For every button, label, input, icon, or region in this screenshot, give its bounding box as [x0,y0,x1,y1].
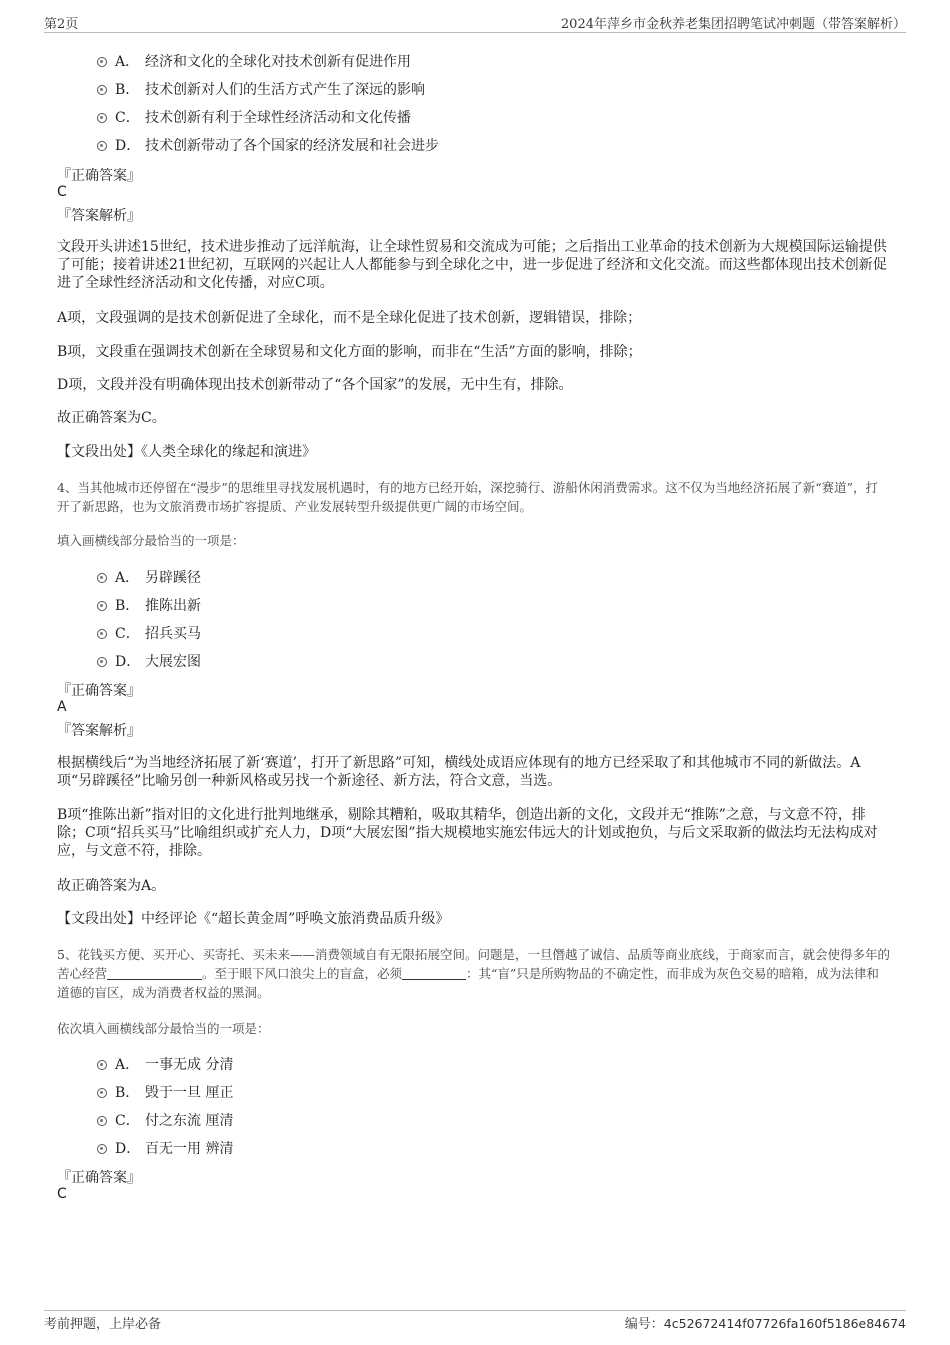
q5-option-c[interactable]: C． 付之东流 厘清 [97,1110,233,1130]
q3-analysis-a: A项，文段强调的是技术创新促进了全球化，而不是全球化促进了技术创新，逻辑错误，排除； [57,310,642,326]
q4-option-c[interactable]: C． 招兵买马 [97,623,201,643]
q5-prompt: 依次填入画横线部分最恰当的一项是： [57,1021,270,1036]
q5-blank-2[interactable] [402,967,466,980]
q3-analysis-b: B项，文段重在强调技术创新在全球贸易和文化方面的影响，而非在“生活”方面的影响，排除； [57,344,642,360]
q3-answer-tag: 『正确答案』 [57,168,141,184]
radio-icon[interactable] [97,657,107,667]
q5-blank-1[interactable] [107,967,202,980]
q4-prompt: 填入画横线部分最恰当的一项是： [57,533,245,548]
q4-option-b[interactable]: B． 推陈出新 [97,595,201,615]
radio-icon[interactable] [97,1060,107,1070]
q5-option-a[interactable]: A． 一事无成 分清 [97,1054,233,1074]
radio-icon[interactable] [97,57,107,67]
q4-analysis-bcd: B项“推陈出新”指对旧的文化进行批判地继承，剔除其糟粕，吸取其精华，创造出新的文化，文段并无“推陈”之意，与文意不符，排除；C项“招兵买马”比喻组织或扩充人力，D项“大展宏图”指大规模地实施宏伟远大的计划或抱负，与后文采取新的做法均无法构成对应，与文意不符，排除。 [57,807,878,859]
radio-icon[interactable] [97,1088,107,1098]
q4-source: 【文段出处】中经评论《“超长黄金周”呼唤文旅消费品质升级》 [57,911,450,927]
radio-icon[interactable] [97,1116,107,1126]
q4-analysis-a: 根据横线后“为当地经济拓展了新‘赛道’，打开了新思路”可知，横线处成语应体现有的地方已经采取了和其他城市不同的新做法。A项“另辟蹊径”比喻另创一种新风格或另找一个新途径、新方法，符合文意，当选。 [57,755,861,789]
q3-option-d[interactable]: D． 技术创新带动了各个国家的经济发展和社会进步 [97,135,439,155]
q4-stem: 4、当其他城市还停留在“漫步”的思维里寻找发展机遇时，有的地方已经开始，深挖骑行、游船休闲消费需求。这不仅为当地经济拓展了新“赛道”，打开了新思路，也为文旅消费市场扩容提质、产业发展转型升级提供更广阔的市场空间。 [57,480,879,514]
q3-answer: C [57,184,67,200]
q5-option-b[interactable]: B． 毁于一旦 厘正 [97,1082,233,1102]
q4-option-d[interactable]: D． 大展宏图 [97,651,201,671]
q5-option-d[interactable]: D． 百无一用 辨清 [97,1138,233,1158]
page-number: 第2页 [44,17,79,32]
q3-conclusion: 故正确答案为C。 [57,410,166,426]
footer-code: 编号：4c52672414f07726fa160f5186e84674 [624,1316,906,1332]
radio-icon[interactable] [97,141,107,151]
radio-icon[interactable] [97,113,107,123]
q5-answer: C [57,1186,67,1202]
radio-icon[interactable] [97,573,107,583]
radio-icon[interactable] [97,1144,107,1154]
header-divider [44,32,906,33]
q4-answer-tag: 『正确答案』 [57,683,141,699]
q4-answer: A [57,699,67,715]
q3-option-c[interactable]: C． 技术创新有利于全球性经济活动和文化传播 [97,107,411,127]
q4-analysis-tag: 『答案解析』 [57,723,141,739]
q5-answer-tag: 『正确答案』 [57,1170,141,1186]
q3-source: 【文段出处】《人类全球化的缘起和演进》 [57,444,316,460]
q5-stem: 5、花钱买方便、买开心、买寄托、买未来——消费领域自有无限拓展空间。问题是，一旦僭越了诚信、品质等商业底线，于商家而言，就会使得多年的苦心经营 。至于眼下风口浪尖上的盲盒，必须 ：其“盲”只是所购物品的不确定性，而非成为灰色交易的暗箱，成为法律和道德的盲区，成为消费者权益的黑洞。 [57,947,890,1000]
q3-option-b[interactable]: B． 技术创新对人们的生活方式产生了深远的影响 [97,79,425,99]
q3-option-a[interactable]: A． 经济和文化的全球化对技术创新有促进作用 [97,51,411,71]
footer-divider [44,1310,906,1311]
q4-conclusion: 故正确答案为A。 [57,878,166,894]
q3-analysis-tag: 『答案解析』 [57,208,141,224]
radio-icon[interactable] [97,629,107,639]
footer-slogan: 考前押题，上岸必备 [44,1317,162,1332]
q4-option-a[interactable]: A． 另辟蹊径 [97,567,201,587]
radio-icon[interactable] [97,85,107,95]
document-title: 2024年萍乡市金秋养老集团招聘笔试冲刺题（带答案解析） [560,17,906,32]
q3-analysis-d: D项，文段并没有明确体现出技术创新带动了“各个国家”的发展，无中生有，排除。 [57,377,573,393]
q3-analysis-paragraph: 文段开头讲述15世纪，技术进步推动了远洋航海，让全球性贸易和交流成为可能；之后指出工业革命的技术创新为大规模国际运输提供了可能；接着讲述21世纪初，互联网的兴起让人人都能参与到全球化之中，进一步促进了经济和文化交流。而这些都体现出技术创新促进了全球性经济活动和文化传播，对应C项。 [57,239,887,291]
radio-icon[interactable] [97,601,107,611]
